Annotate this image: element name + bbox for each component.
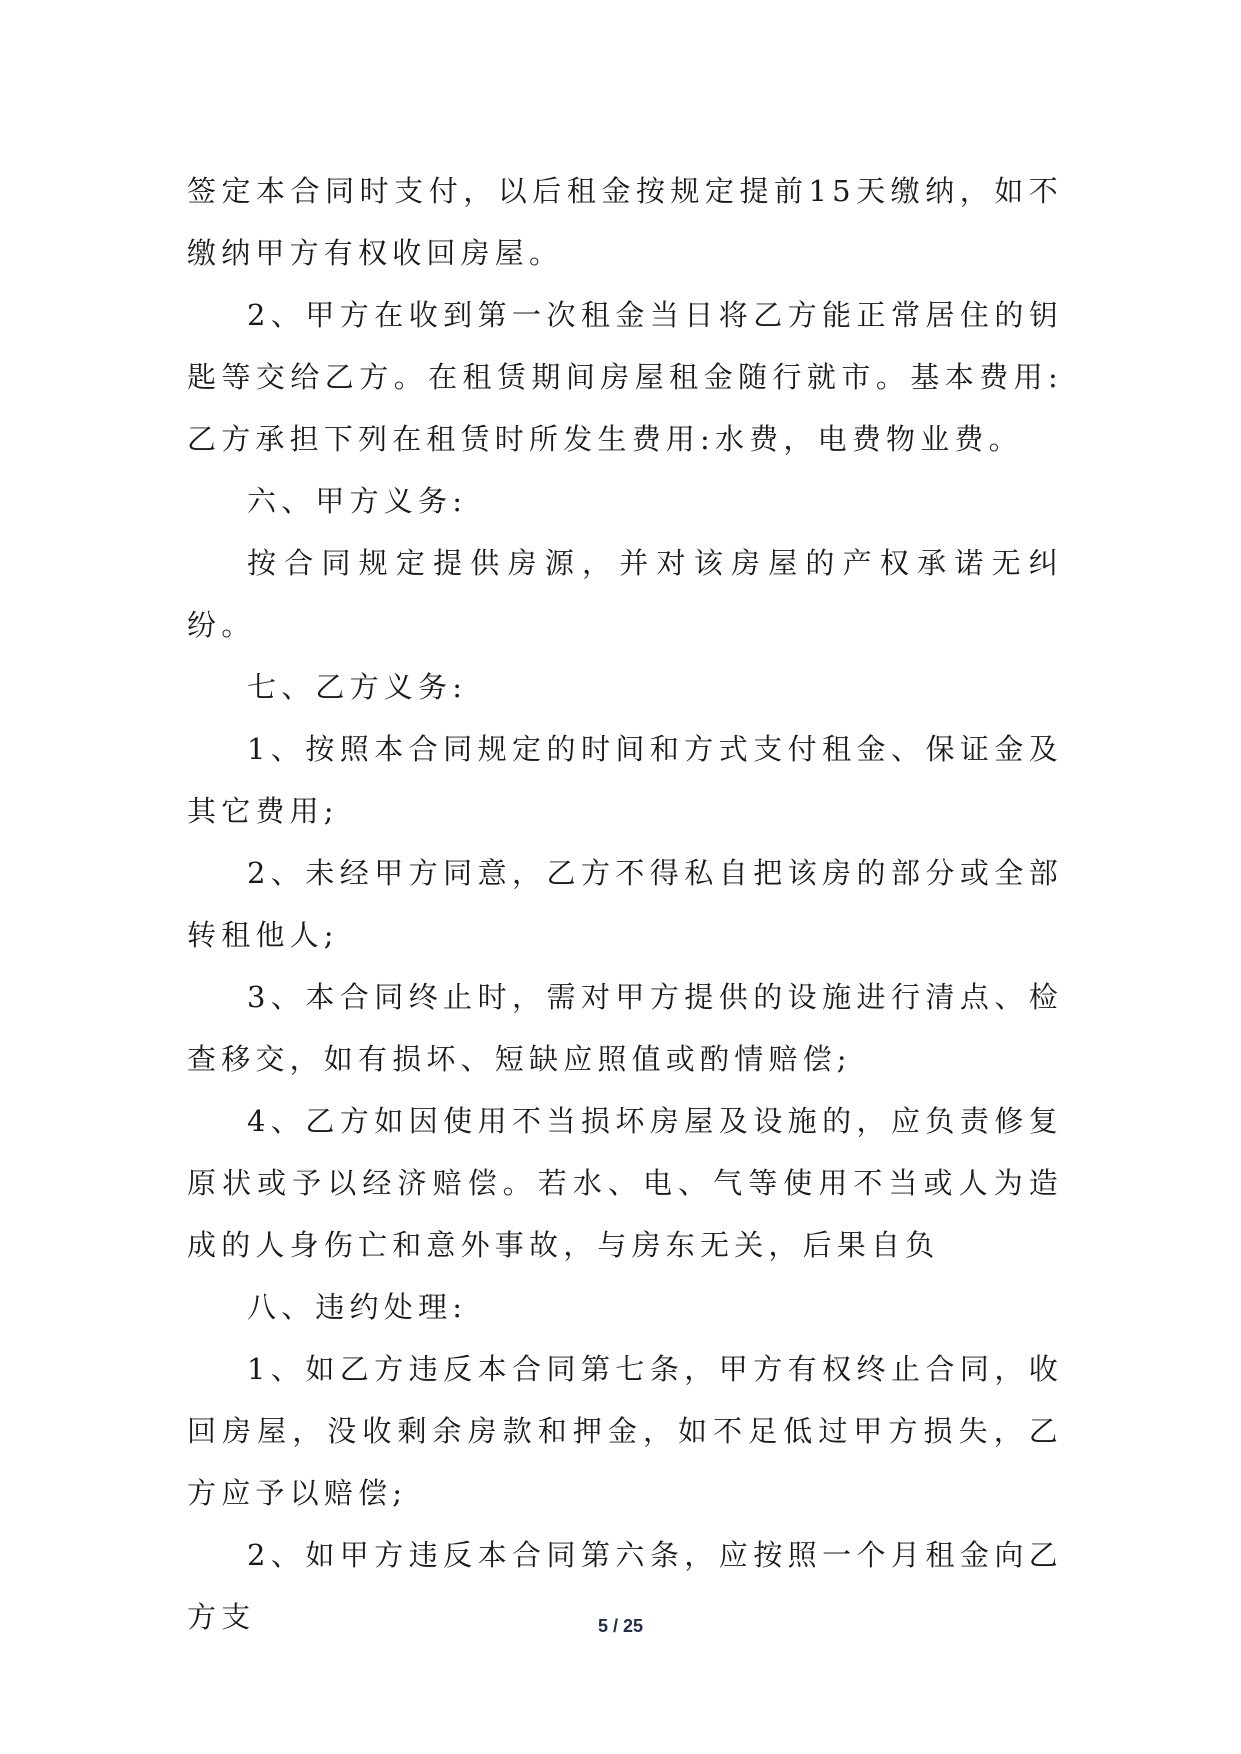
- section-heading-8: 八、违约处理:: [247, 1290, 468, 1324]
- document-body: [187, 160, 1063, 1648]
- paragraph-1: 签定本合同时支付，以后租金按规定提前15天缴纳，如不缴纳甲方有权收回房屋。: [187, 174, 1063, 270]
- paragraph-7: 2、未经甲方同意，乙方不得私自把该房的部分或全部转租他人;: [187, 856, 1063, 952]
- paragraph-4: 按合同规定提供房源，并对该房屋的产权承诺无纠纷。: [187, 546, 1063, 642]
- section-heading-7: 七、乙方义务:: [247, 670, 468, 704]
- section-heading-6: 六、甲方义务:: [247, 484, 468, 518]
- paragraph-8: 3、本合同终止时，需对甲方提供的设施进行清点、检查移交，如有损坏、短缺应照值或酌情赔偿;: [187, 980, 1063, 1076]
- paragraph-9: 4、乙方如因使用不当损坏房屋及设施的，应负责修复原状或予以经济赔偿。若水、电、气等使用不当或人为造成的人身伤亡和意外事故，与房东无关，后果自负: [187, 1104, 1063, 1262]
- paragraph-12: 2、如甲方违反本合同第六条，应按照一个月租金向乙方支: [187, 1538, 1063, 1634]
- page-number: 5 / 25: [597, 1616, 644, 1636]
- paragraph-2: 2、甲方在收到第一次租金当日将乙方能正常居住的钥匙等交给乙方。在租赁期间房屋租金随行就市。基本费用:乙方承担下列在租赁时所发生费用:水费，电费物业费。: [187, 298, 1063, 456]
- paragraph-6: 1、按照本合同规定的时间和方式支付租金、保证金及其它费用;: [187, 732, 1063, 828]
- paragraph-11: 1、如乙方违反本合同第七条，甲方有权终止合同，收回房屋，没收剩余房款和押金，如不足低过甲方损失，乙方应予以赔偿;: [187, 1352, 1063, 1510]
